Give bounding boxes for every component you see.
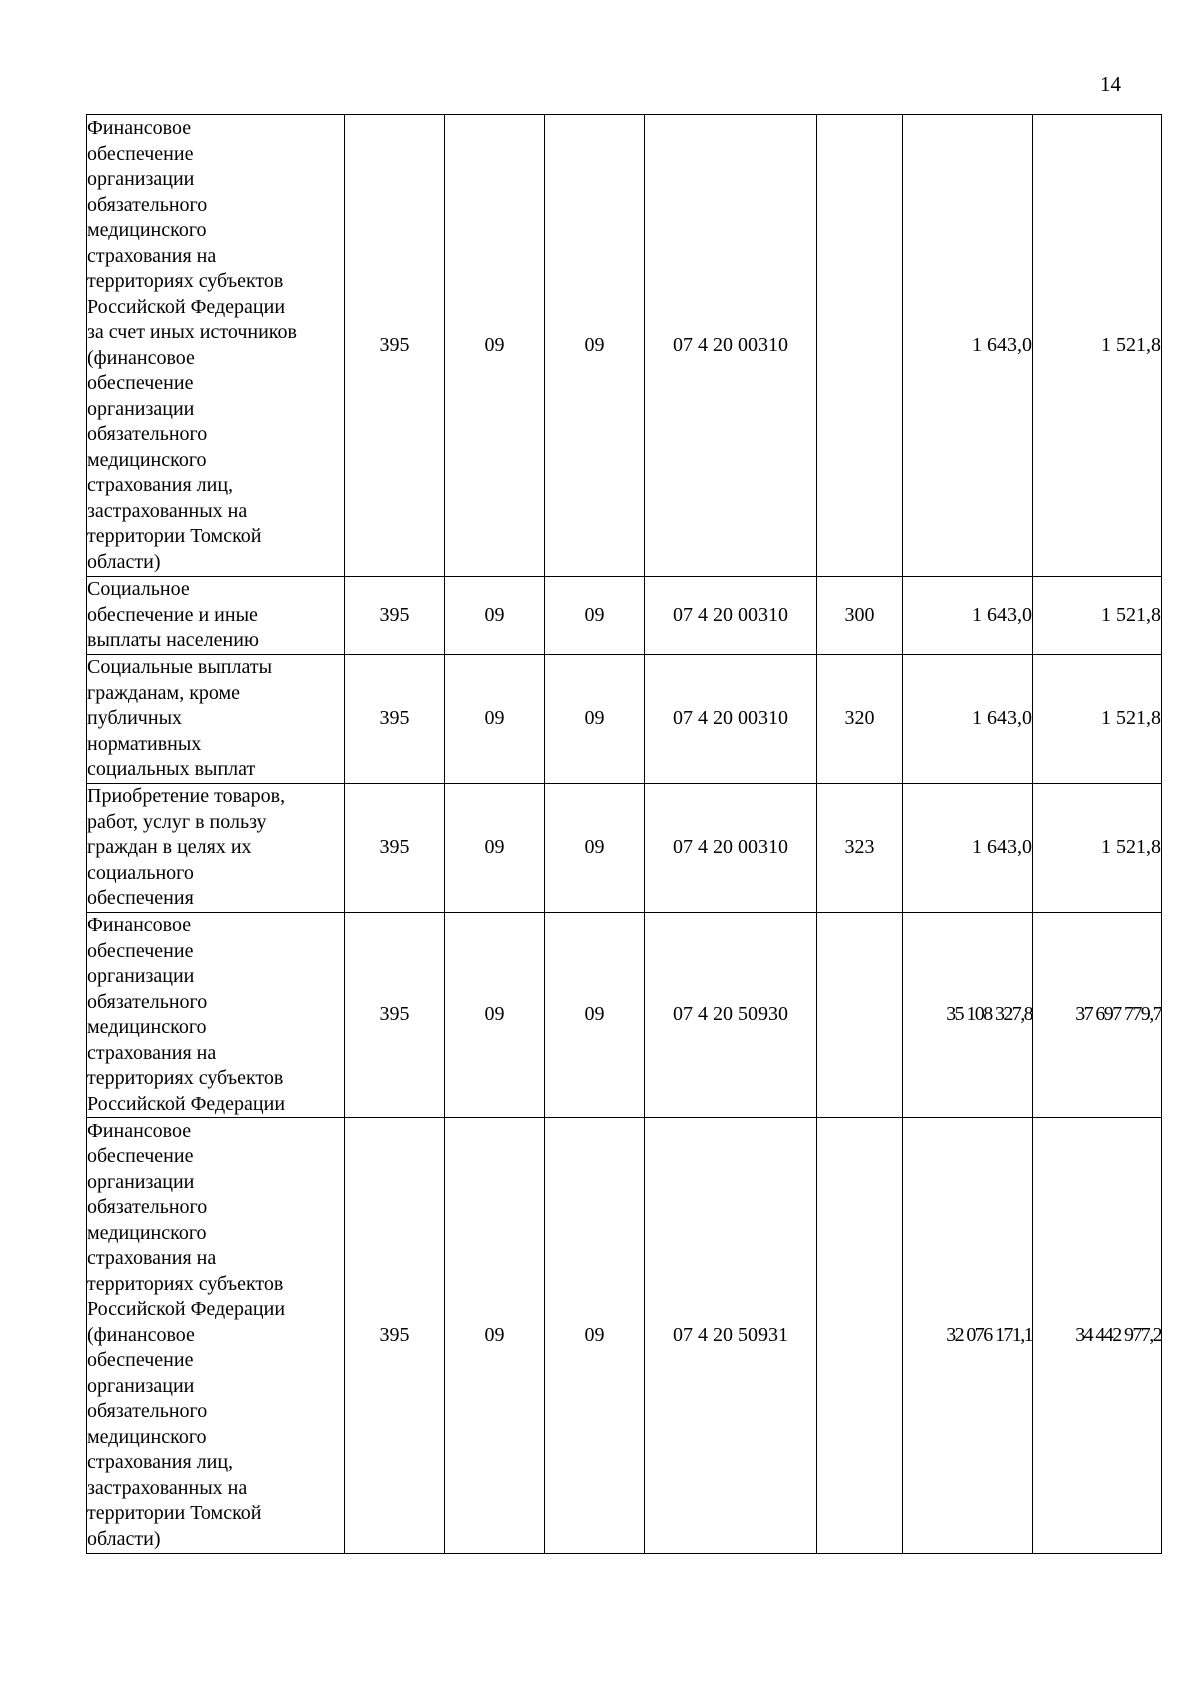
table-row [87,577,1162,655]
row-name: Социальное обеспечение и иные выплаты населению [87,577,345,655]
row-subsection: 09 [545,655,645,784]
row-year2-amount: 34 442 977,2 [1033,1118,1162,1554]
row-name: Финансовое обеспечение организации обязательного медицинского страхования на территориях субъектов Российской Федерации (финансовое обеспечение организации обязательного медицинского страхования лиц, застрахованных на территории Томской области) [87,1118,345,1554]
row-expense-type [817,913,903,1118]
row-year1-amount: 1 643,0 [903,655,1033,784]
row-target-article: 07 4 20 50931 [645,1118,817,1554]
row-name: Приобретение товаров, работ, услуг в пользу граждан в целях их социального обеспечения [87,784,345,913]
row-year2-amount: 1 521,8 [1033,115,1162,577]
row-code: 395 [345,577,445,655]
row-name: Финансовое обеспечение организации обязательного медицинского страхования на территориях субъектов Российской Федерации за счет иных источников (финансовое обеспечение организации обязательного медицинского страхования лиц, застрахованных на территории Томской области) [87,115,345,577]
row-code: 395 [345,655,445,784]
row-year1-amount: 1 643,0 [903,115,1033,577]
row-section: 09 [445,115,545,577]
row-expense-type [817,1118,903,1554]
row-name: Финансовое обеспечение организации обязательного медицинского страхования на территориях субъектов Российской Федерации [87,913,345,1118]
row-year2-amount: 1 521,8 [1033,577,1162,655]
row-target-article: 07 4 20 00310 [645,577,817,655]
row-subsection: 09 [545,913,645,1118]
row-code: 395 [345,913,445,1118]
row-year2-amount: 1 521,8 [1033,784,1162,913]
row-section: 09 [445,655,545,784]
row-code: 395 [345,784,445,913]
table-row [87,913,1162,1118]
row-year1-amount: 32 076 171,1 [903,1118,1033,1554]
row-target-article: 07 4 20 50930 [645,913,817,1118]
row-section: 09 [445,577,545,655]
row-year2-amount: 1 521,8 [1033,655,1162,784]
row-name: Социальные выплаты гражданам, кроме публичных нормативных социальных выплат [87,655,345,784]
row-expense-type: 320 [817,655,903,784]
row-year1-amount: 1 643,0 [903,784,1033,913]
table-row [87,655,1162,784]
row-expense-type: 323 [817,784,903,913]
row-expense-type [817,115,903,577]
table-row [87,115,1162,577]
table-row [87,784,1162,913]
row-year1-amount: 35 108 327,8 [903,913,1033,1118]
page-number: 14 [1100,72,1121,96]
row-target-article: 07 4 20 00310 [645,655,817,784]
budget-table [86,114,1162,1554]
row-target-article: 07 4 20 00310 [645,784,817,913]
row-subsection: 09 [545,1118,645,1554]
row-code: 395 [345,115,445,577]
row-subsection: 09 [545,115,645,577]
row-expense-type: 300 [817,577,903,655]
row-year2-amount: 37 697 779,7 [1033,913,1162,1118]
row-section: 09 [445,784,545,913]
row-subsection: 09 [545,784,645,913]
row-section: 09 [445,913,545,1118]
row-year1-amount: 1 643,0 [903,577,1033,655]
table-row [87,1118,1162,1554]
row-code: 395 [345,1118,445,1554]
row-subsection: 09 [545,577,645,655]
row-target-article: 07 4 20 00310 [645,115,817,577]
row-section: 09 [445,1118,545,1554]
